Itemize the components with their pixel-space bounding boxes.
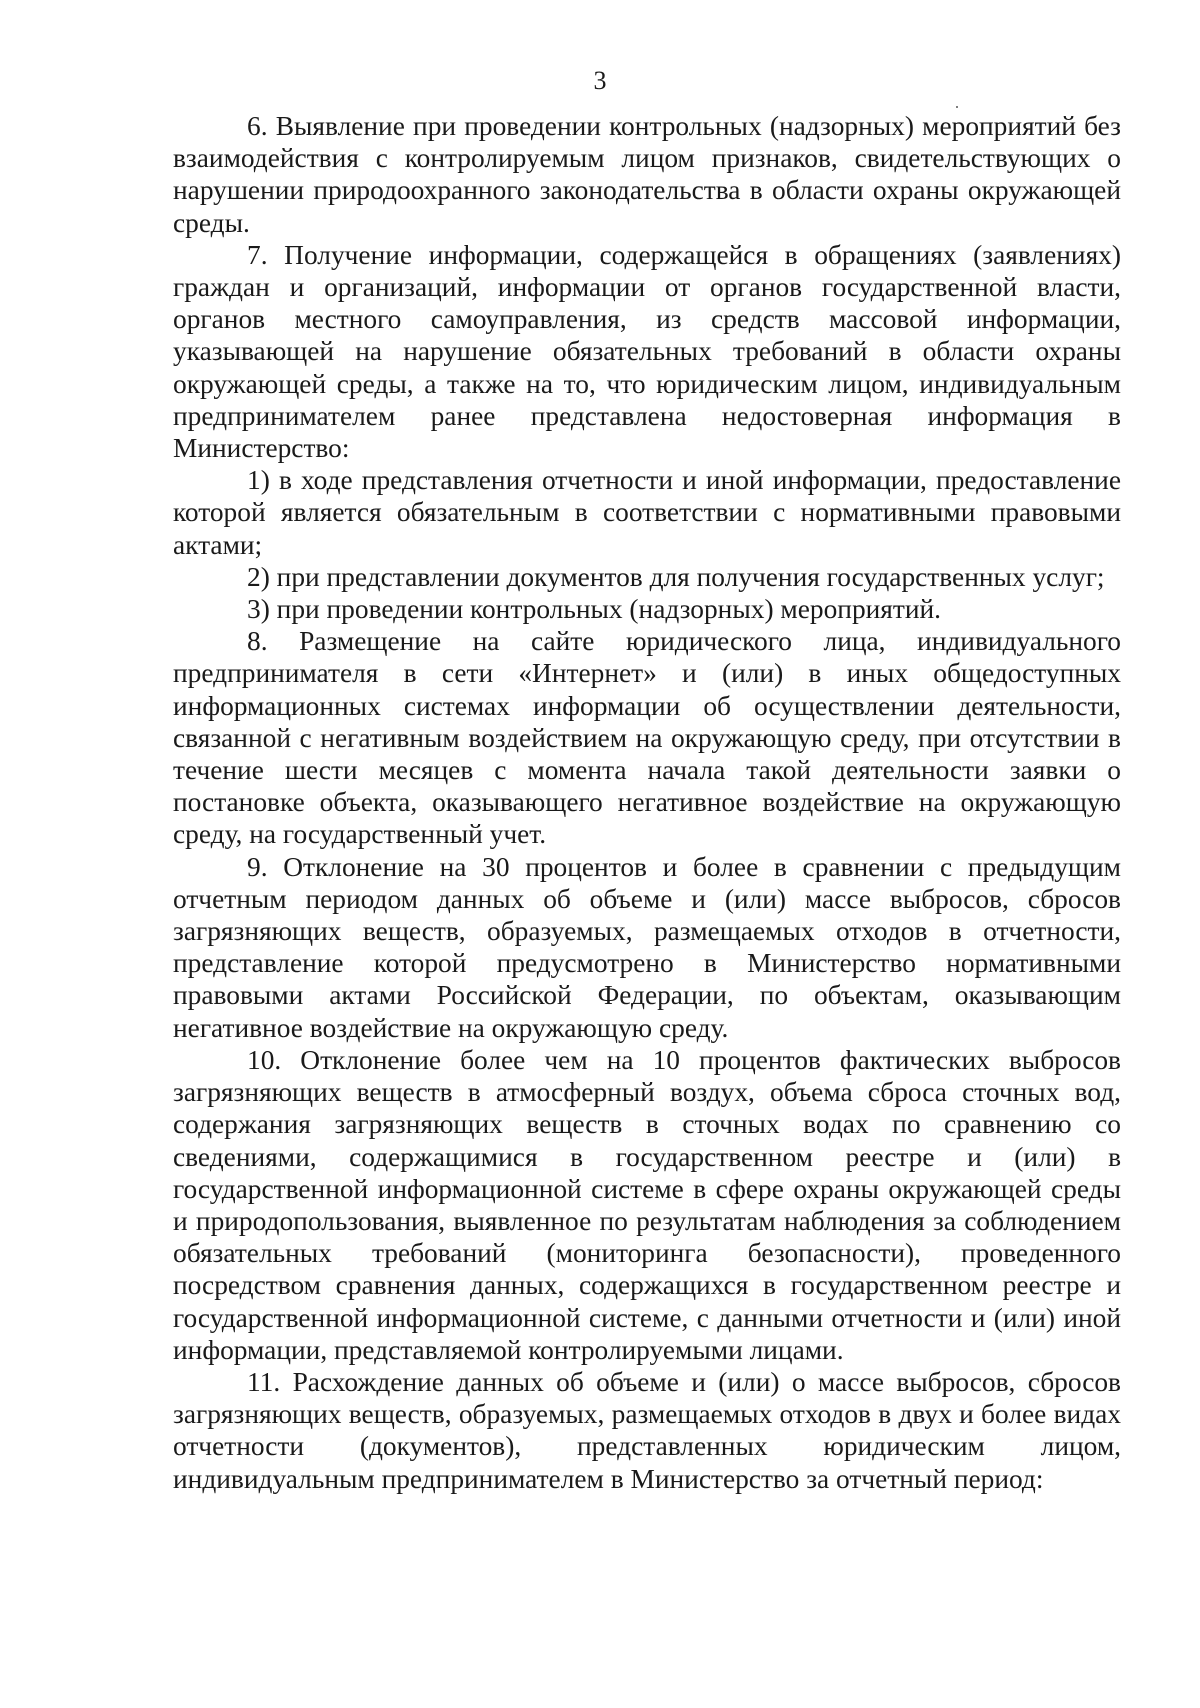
paragraph-item-7: 7. Получение информации, содержащейся в обращениях (заявлениях) граждан и организаций, информации от органов государственной власти, органов местного самоуправления, из средств массовой информации, указывающей на нарушение обязательных требований в области охраны окружающей среды, а также на то, что юридическим лицом, индивидуальным предпринимателем ранее представлена недостоверная информация в Министерство: [173, 239, 1121, 464]
paragraph-item-8: 8. Размещение на сайте юридического лица, индивидуального предпринимателя в сети «Интернет» и (или) в иных общедоступных информационных системах информации об осуществлении деятельности, связанной с негативным воздействием на окружающую среду, при отсутствии в течение шести месяцев с момента начала такой деятельности заявки о постановке объекта, оказывающего негативное воздействие на окружающую среду, на государственный учет. [173, 626, 1121, 850]
paragraph-item-9: 9. Отклонение на 30 процентов и более в сравнении с предыдущим отчетным периодом данных об объеме и (или) массе выбросов, сбросов загрязняющих веществ, образуемых, размещаемых отходов в отчетности, представление которой предусмотрено в Министерство нормативными правовыми актами Российской Федерации, по объектам, оказывающим негативное воздействие на окружающую среду. [173, 851, 1121, 1043]
paragraph-subitem-2: 2) при представлении документов для получения государственных услуг; [247, 561, 1105, 592]
scan-speck [956, 106, 958, 108]
paragraph-item-6: 6. Выявление при проведении контрольных (надзорных) мероприятий без взаимодействия с контролируемым лицом признаков, свидетельствующих о нарушении природоохранного законодательства в области охраны окружающей среды. [173, 111, 1121, 238]
paragraph-subitem-3: 3) при проведении контрольных (надзорных) мероприятий. [247, 594, 942, 625]
paragraph-item-11: 11. Расхождение данных об объеме и (или) о массе выбросов, сбросов загрязняющих веществ, образуемых, размещаемых отходов в двух и более видах отчетности (документов), представленных юридическим лицом, индивидуальным предпринимателем в Министерство за отчетный период: [173, 1366, 1121, 1494]
paragraph-subitem-1: 1) в ходе представления отчетности и иной информации, предоставление которой является обязательным в соответствии с нормативными правовыми актами; [173, 465, 1121, 560]
document-body [173, 110, 1121, 1495]
page-number: 3 [593, 66, 607, 95]
paragraph-item-10: 10. Отклонение более чем на 10 процентов фактических выбросов загрязняющих веществ в атмосферный воздух, объема сброса сточных вод, содержания загрязняющих веществ в сточных водах по сравнению со сведениями, содержащимися в государственном реестре и (или) в государственной информационной системе в сфере охраны окружающей среды и природопользования, выявленное по результатам наблюдения за соблюдением обязательных требований (мониторинга безопасности), проведенного посредством сравнения данных, содержащихся в государственном реестре и государственной информационной системе, с данными отчетности и (или) иной информации, представляемой контролируемыми лицами. [173, 1044, 1121, 1365]
